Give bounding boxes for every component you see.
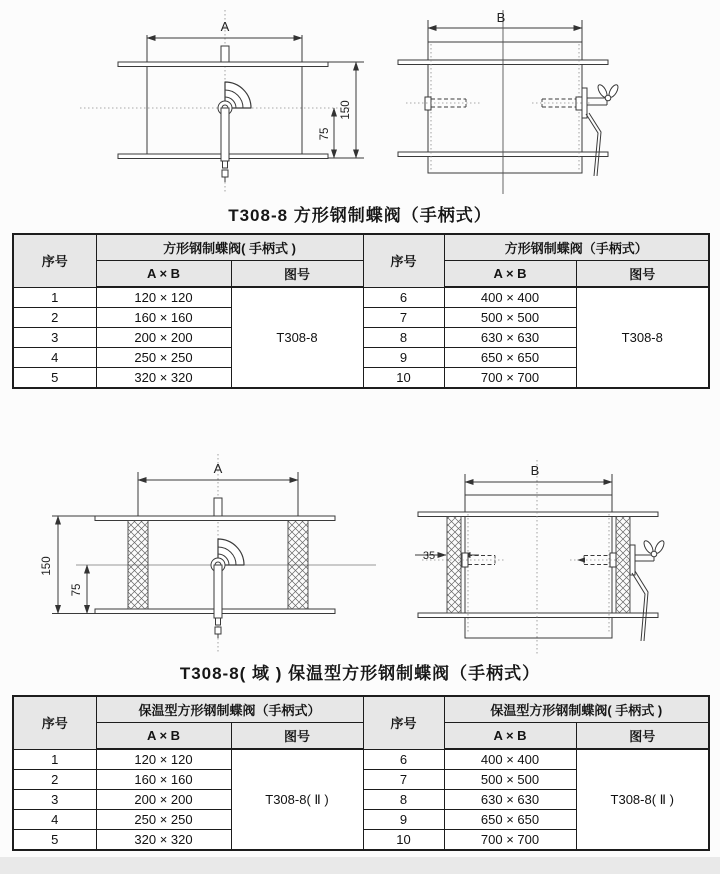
index-cell: 6 [363, 287, 444, 308]
size-header-cell: A × B [444, 723, 576, 750]
index-cell: 1 [13, 287, 96, 308]
size-cell: 160 × 160 [96, 770, 231, 790]
index-cell: 2 [13, 308, 96, 328]
bolt-left [406, 97, 480, 110]
locking-handle-icon [586, 113, 601, 176]
figure-header-cell: 图号 [231, 261, 363, 288]
index-cell: 3 [13, 328, 96, 348]
table-row [13, 287, 709, 308]
size-cell: 500 × 500 [444, 308, 576, 328]
size-table [12, 695, 710, 851]
size-cell: 160 × 160 [96, 308, 231, 328]
dim-150-label: 150 [340, 100, 352, 120]
size-cell: 200 × 200 [96, 328, 231, 348]
size-cell: 630 × 630 [444, 328, 576, 348]
figure-cell: T308-8( Ⅱ ) [231, 749, 363, 850]
figure-cell: T308-8( Ⅱ ) [576, 749, 709, 850]
index-cell: 7 [363, 770, 444, 790]
index-cell: 10 [363, 368, 444, 389]
size-cell: 400 × 400 [444, 749, 576, 770]
index-cell: 1 [13, 749, 96, 770]
size-header-cell: A × B [444, 261, 576, 288]
group-header-cell: 保温型方形钢制蝶阀（手柄式） [96, 696, 363, 723]
index-cell: 10 [363, 830, 444, 851]
handle-lever-icon [221, 108, 229, 182]
dim-b-label: B [530, 463, 540, 478]
dim-75-label: 75 [71, 583, 83, 597]
figure-cell: T308-8 [231, 287, 363, 388]
size-cell: 320 × 320 [96, 830, 231, 851]
index-cell: 8 [363, 790, 444, 810]
insulated-valve-side-view-drawing [392, 448, 692, 663]
index-cell: 7 [363, 308, 444, 328]
size-cell: 650 × 650 [444, 348, 576, 368]
valve-front-view-drawing [58, 8, 370, 198]
size-cell: 250 × 250 [96, 348, 231, 368]
dim-75-label: 75 [319, 127, 331, 141]
size-cell: 200 × 200 [96, 790, 231, 810]
index-cell: 8 [363, 328, 444, 348]
size-table [12, 233, 710, 389]
index-header-cell: 序号 [13, 696, 96, 749]
figure-header-cell: 图号 [231, 723, 363, 750]
size-cell: 400 × 400 [444, 287, 576, 308]
size-cell: 500 × 500 [444, 770, 576, 790]
handle-lever-icon [214, 565, 222, 638]
dim-35-label: 35 [422, 550, 436, 562]
dim-a-label: A [220, 19, 230, 34]
index-header-cell: 序号 [363, 696, 444, 749]
insulation-hatch-left [447, 517, 461, 614]
insulation-hatch-left [128, 521, 148, 610]
figure-cell: T308-8 [576, 287, 709, 388]
wing-nut-icon [630, 539, 666, 575]
shaft-tab [221, 46, 229, 62]
figure-header-cell: 图号 [576, 723, 709, 750]
size-cell: 120 × 120 [96, 749, 231, 770]
index-cell: 6 [363, 749, 444, 770]
section-title: T308-8( 域 ) 保温型方形钢制蝶阀（手柄式） [179, 664, 541, 683]
size-header-cell: A × B [96, 261, 231, 288]
shaft-tab [214, 498, 222, 516]
page-bottom-margin [0, 857, 720, 874]
group-header-cell: 方形钢制蝶阀( 手柄式 ) [96, 234, 363, 261]
group-header-cell: 保温型方形钢制蝶阀( 手柄式 ) [444, 696, 709, 723]
index-header-cell: 序号 [363, 234, 444, 287]
index-header-cell: 序号 [13, 234, 96, 287]
size-cell: 630 × 630 [444, 790, 576, 810]
group-header-cell: 方形钢制蝶阀（手柄式） [444, 234, 709, 261]
index-cell: 9 [363, 348, 444, 368]
index-cell: 4 [13, 810, 96, 830]
size-cell: 700 × 700 [444, 830, 576, 851]
index-cell: 5 [13, 830, 96, 851]
size-header-cell: A × B [96, 723, 231, 750]
table-row [13, 749, 709, 770]
insulation-hatch-right [288, 521, 308, 610]
index-cell: 5 [13, 368, 96, 389]
valve-side-view-drawing [392, 2, 692, 198]
size-cell: 120 × 120 [96, 287, 231, 308]
section-title: T308-8 方形钢制蝶阀（手柄式） [228, 206, 492, 225]
dim-b-label: B [496, 10, 506, 25]
insulated-valve-front-view-drawing [40, 448, 380, 656]
size-cell: 700 × 700 [444, 368, 576, 389]
figure-header-cell: 图号 [576, 261, 709, 288]
size-cell: 250 × 250 [96, 810, 231, 830]
dim-150-label: 150 [41, 556, 53, 576]
locking-handle-icon [632, 571, 648, 641]
index-cell: 9 [363, 810, 444, 830]
duct-flanges [118, 62, 364, 159]
index-cell: 3 [13, 790, 96, 810]
size-cell: 650 × 650 [444, 810, 576, 830]
insulation-hatch-right [616, 517, 630, 614]
wing-nut-icon [582, 83, 620, 118]
index-cell: 4 [13, 348, 96, 368]
dim-a-label: A [213, 461, 223, 476]
size-cell: 320 × 320 [96, 368, 231, 389]
index-cell: 2 [13, 770, 96, 790]
